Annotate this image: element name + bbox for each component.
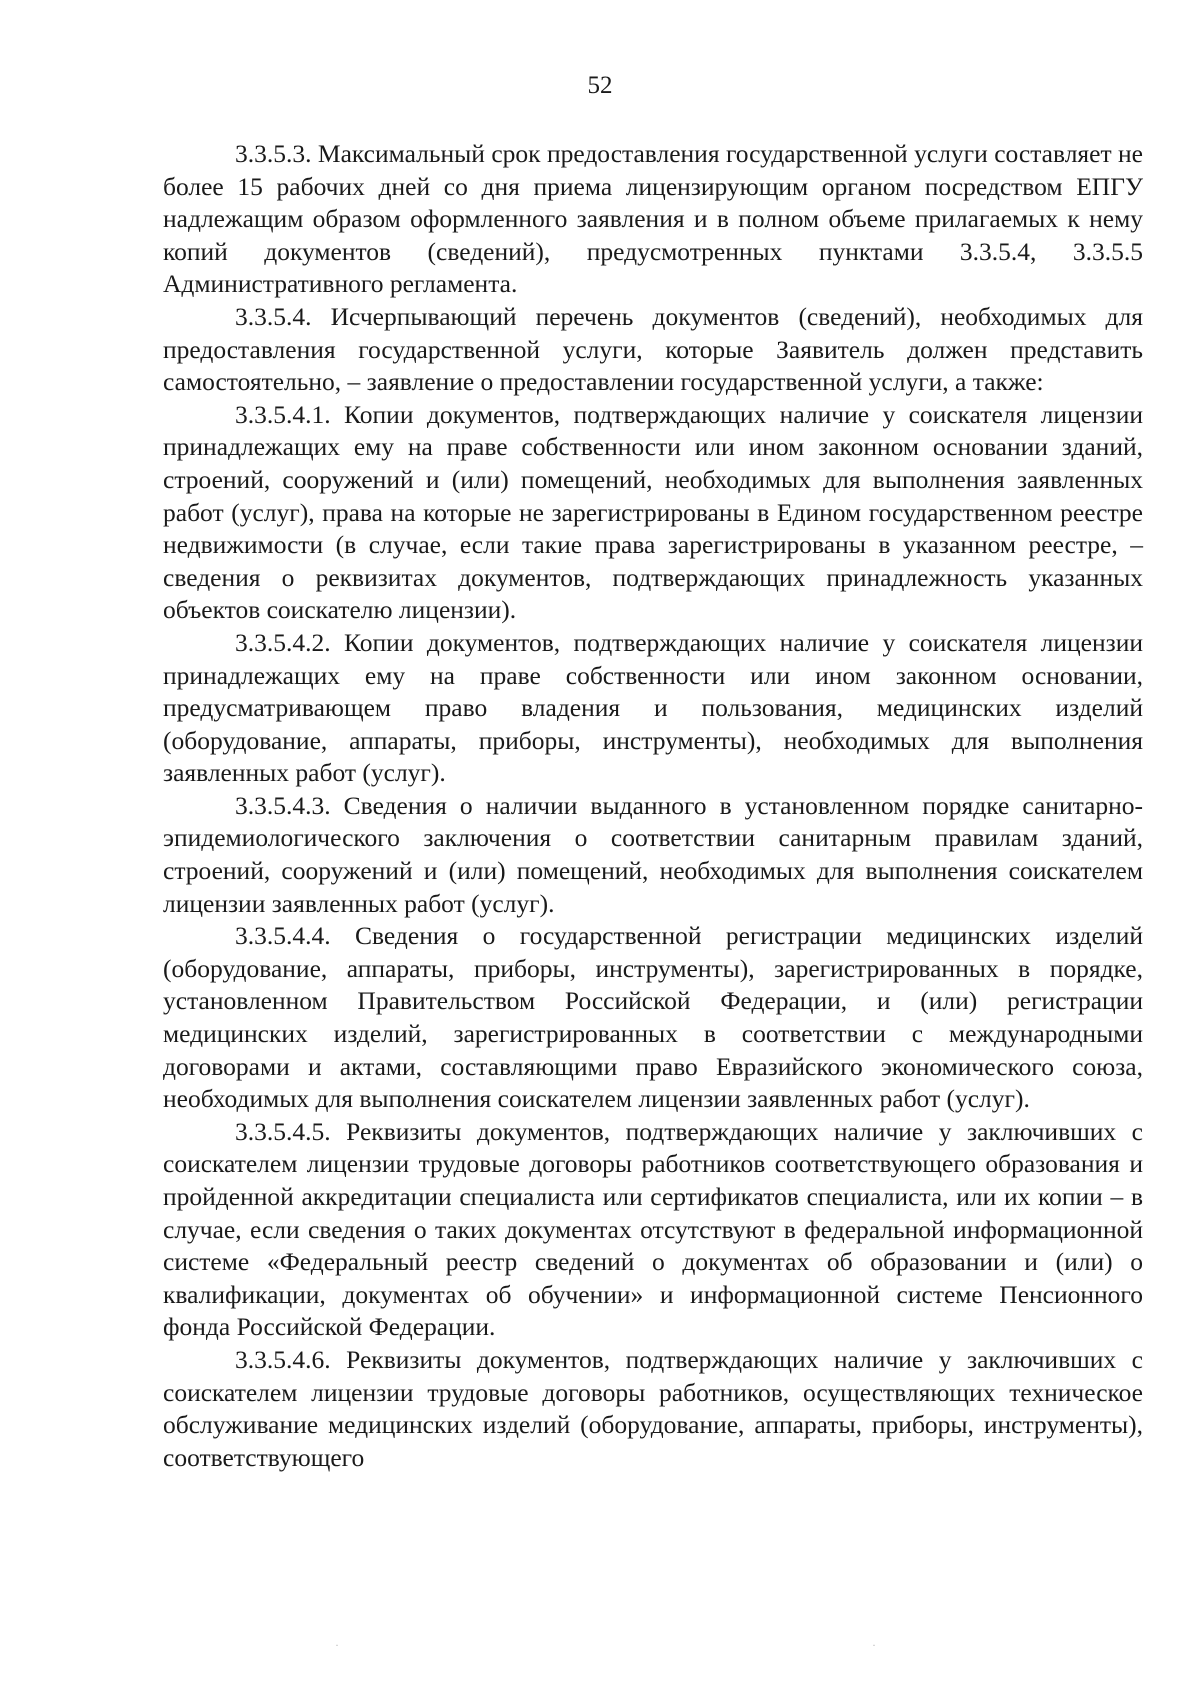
page-number: 52 [587,72,613,99]
paragraph-3-3-5-4-4: 3.3.5.4.4. Сведения о государственной регистрации медицинских изделий (оборудование, аппараты, приборы, инструменты), зарегистрированных в порядке, установленном Правительством Российской Федерации, и (или) регистрации медицинских изделий, зарегистрированных в соответствии с международными договорами и актами, составляющими право Евразийского экономического союза, необходимых для выполнения соискателем лицензии заявленных работ (услуг). [163,921,1143,1114]
paragraph-3-3-5-4-6: 3.3.5.4.6. Реквизиты документов, подтверждающих наличие у заключивших с соискателем лицензии трудовые договоры работников, осуществляющих техническое обслуживание медицинских изделий (оборудование, аппараты, приборы, инструменты), соответствующего [163,1344,1143,1472]
scan-speck: · [335,1638,339,1652]
scan-speck: · [872,1638,876,1652]
paragraph-3-3-5-4-2: 3.3.5.4.2. Копии документов, подтверждающих наличие у соискателя лицензии принадлежащих ему на праве собственности или ином законном основании, предусматривающем право владения и пользования, медицинских изделий (оборудование, аппараты, приборы, инструменты), необходимых для выполнения заявленных работ (услуг). [163,627,1143,788]
paragraph-3-3-5-3: 3.3.5.3. Максимальный срок предоставления государственной услуги составляет не более 15 рабочих дней со дня приема лицензирующим органом посредством ЕПГУ надлежащим образом оформленного заявления и в полном объеме прилагаемых к нему копий документов (сведений), предусмотренных пунктами 3.3.5.4, 3.3.5.5 Административного регламента. [163,139,1143,299]
document-body [163,138,1143,1474]
paragraph-3-3-5-4-5: 3.3.5.4.5. Реквизиты документов, подтверждающих наличие у заключивших с соискателем лицензии трудовые договоры работников соответствующего образования и пройденной аккредитации специалиста или сертификатов специалиста, или их копии – в случае, если сведения о таких документах отсутствуют в федеральной информационной системе «Федеральный реестр сведений о документах об образовании и (или) о квалификации, документах об обучении» и информационной системе Пенсионного фонда Российской Федерации. [163,1116,1143,1342]
paragraph-3-3-5-4-3: 3.3.5.4.3. Сведения о наличии выданного в установленном порядке санитарно-эпидемиологического заключения о соответствии санитарным правилам зданий, строений, сооружений и (или) помещений, необходимых для выполнения соискателем лицензии заявленных работ (услуг). [163,790,1143,918]
paragraph-3-3-5-4-1: 3.3.5.4.1. Копии документов, подтверждающих наличие у соискателя лицензии принадлежащих ему на праве собственности или ином законном основании зданий, строений, сооружений и (или) помещений, необходимых для выполнения заявленных работ (услуг), права на которые не зарегистрированы в Едином государственном реестре недвижимости (в случае, если такие права зарегистрированы в указанном реестре, – сведения о реквизитах документов, подтверждающих принадлежность указанных объектов соискателю лицензии). [163,399,1143,625]
paragraph-3-3-5-4: 3.3.5.4. Исчерпывающий перечень документов (сведений), необходимых для предоставления государственной услуги, которые Заявитель должен представить самостоятельно, – заявление о предоставлении государственной услуги, а также: [163,301,1143,397]
